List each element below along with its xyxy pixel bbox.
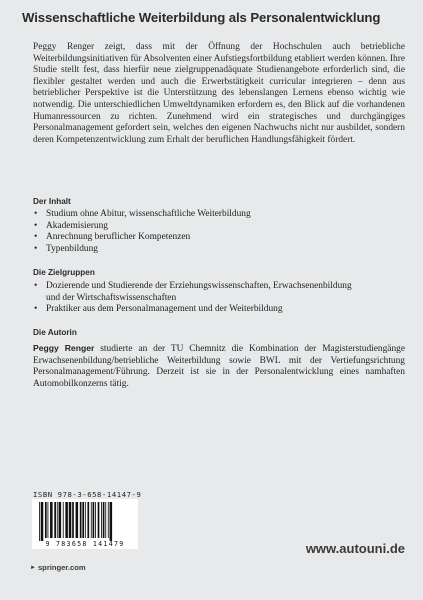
section-heading-inhalt: Der Inhalt: [33, 197, 71, 206]
section-heading-zielgruppen: Die Zielgruppen: [33, 268, 95, 277]
list-item: • Dozierende und Studierende der Erziehungswissenschaften, Erwachsenenbildung und der Wirtschaftswissenschaften: [33, 281, 363, 304]
publisher-link[interactable]: [30, 563, 86, 572]
list-item: • Typenbildung: [33, 244, 405, 256]
list-item: • Akademisierung: [33, 221, 405, 233]
intro-paragraph: Peggy Renger zeigt, dass mit der Öffnung der Hochschulen auch betriebliche Weiterbildungsinitiativen für Absolventen einer Aufstiegsfortbildung etabliert werden können. Ihre Studie stellt fest, dass hierfür neue zielgruppenadäquate Studienangebote erforderlich sind, die flexibler gestaltet werden und auch die Erwerbstätigkeit curricular integrieren – denn aus betrieblicher Perspektive ist die Unterstützung des lebenslangen Lernens ebenso wichtig wie notwendig. Die unterschiedlichen Umweltdynamiken erfordern es, den Blick auf die vorhandenen Humanressourcen zu richten. Zunehmend wird ein strategisches und durchgängiges Personalmanagement gefordert sein, welches den eigenen Nachwuchs nicht nur ausbildet, sondern deren Kompetenzentwicklung zum Erhalt der beruflichen Handlungsfähigkeit fördert.: [33, 42, 405, 145]
isbn-label: ISBN 978-3-658-14147-9: [33, 490, 142, 499]
barcode-digits: 9 783658 141479: [45, 540, 125, 548]
list-item: • Studium ohne Abitur, wissenschaftliche Weiterbildung: [33, 209, 405, 221]
section-heading-autorin: Die Autorin: [33, 328, 77, 337]
barcode-bars-icon: [32, 499, 138, 541]
cover-title: Wissenschaftliche Weiterbildung als Personalentwicklung: [22, 10, 381, 25]
author-bio: [33, 343, 405, 390]
author-bio-text: studierte an der TU Chemnitz die Kombination der Magisterstudiengänge Erwachsenenbildung/betriebliche Weiterbildung sowie BWL mit der Vertiefungsrichtung Personalmanagement/Führung. Derzeit ist sie in der Personalentwicklung eines namhaften Automobilkonzerns tätig.: [33, 344, 405, 389]
list-item: • Anrechnung beruflicher Kompetenzen: [33, 232, 405, 244]
website-link[interactable]: www.autouni.de: [305, 541, 405, 556]
author-name: Peggy Renger: [33, 343, 95, 353]
publisher-label: springer.com: [37, 563, 86, 572]
arrow-right-icon: ►: [30, 564, 36, 571]
list-item: • Praktiker aus dem Personalmanagement und der Weiterbildung: [33, 304, 363, 316]
inhalt-list: [33, 209, 405, 255]
barcode: [32, 499, 138, 549]
zielgruppen-list: [33, 281, 363, 316]
